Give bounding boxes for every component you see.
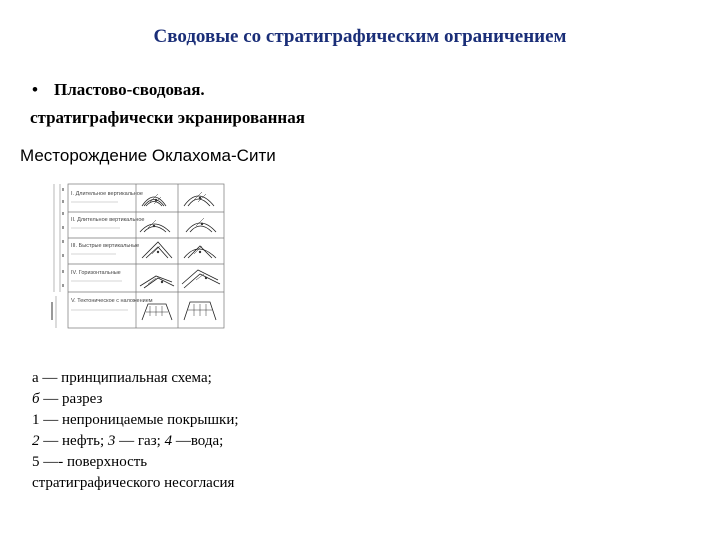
- legend-line-1: 1 — непроницаемые покрышки;: [32, 412, 239, 428]
- bullet-text: Пластово-сводовая.: [54, 80, 205, 99]
- trap-schematic-figure: [48, 180, 228, 332]
- figure-row-label: II. Длительное вертикальное: [71, 217, 145, 223]
- hatching: [146, 192, 212, 316]
- bullet-item: [32, 80, 205, 100]
- legend-line-6: стратиграфического несогласия: [32, 475, 235, 491]
- bullet-continuation: стратиграфически экранированная: [30, 108, 305, 127]
- deposit-subtitle: Месторождение Оклахома-Сити: [20, 146, 276, 165]
- figure-row-label: I. Длительное вертикальное: [71, 191, 143, 197]
- legend-line-b: б — разрез: [32, 391, 103, 407]
- figure-row-label: V. Тектоническое с наложением: [71, 298, 153, 304]
- bullet-symbol: •: [32, 80, 38, 99]
- legend-line-a: а — принципиальная схема;: [32, 370, 212, 386]
- legend-line-2: 2 — нефть; 3 — газ; 4 —вода;: [32, 433, 224, 449]
- slide-title: Сводовые со стратиграфическим ограничением: [153, 26, 567, 47]
- figure-row-label: III. Быстрые вертикальные: [71, 243, 140, 249]
- legend-line-5: 5 —- поверхность: [32, 454, 148, 470]
- figure-side-labels: [54, 184, 60, 328]
- figure-legend: [32, 368, 239, 494]
- figure-row-label: IV. Горизонтальные: [71, 270, 121, 276]
